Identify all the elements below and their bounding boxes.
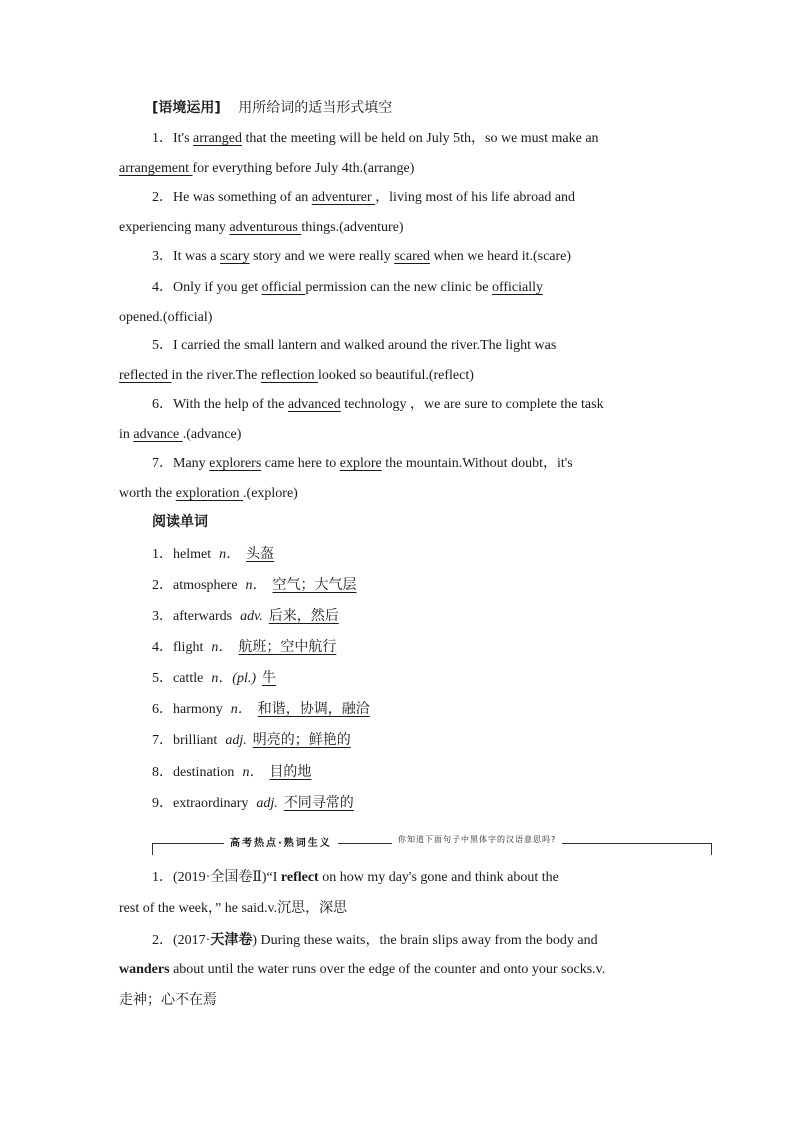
vocab-pos: n．	[219, 547, 241, 562]
answer-blank: adventurous	[229, 220, 302, 235]
banner-title: 高考热点·熟词生义	[224, 834, 338, 849]
answer-blank: reflection	[260, 368, 319, 383]
vocab-meaning: 不同寻常的	[283, 795, 354, 811]
vocab-word: extraordinary	[173, 796, 249, 811]
exercise-6-line1	[152, 395, 604, 415]
vocab-pos: n．(pl.)	[211, 671, 257, 686]
text: ) During these waits，the brain slips away from the body and	[252, 933, 598, 948]
exercise-4-line1	[152, 278, 543, 298]
exercise-4-line2	[119, 308, 212, 328]
vocab-item	[152, 730, 351, 751]
text: 7．Many	[152, 456, 210, 471]
text: permission can the new clinic be	[305, 280, 492, 295]
vocab-num: 5．	[152, 671, 173, 686]
text: that the meeting will be held on July 5th，so we must make an	[242, 131, 599, 146]
text: about until the water runs over the edge of the counter and onto your socks.v.	[169, 962, 606, 977]
answer-blank: adventurer	[311, 190, 376, 205]
vocab-pos: adj.	[225, 733, 247, 748]
vocab-item	[152, 544, 274, 565]
text: 6．With the help of the	[152, 397, 288, 412]
answer-blank: scary	[220, 249, 250, 264]
exercise-7-line1	[152, 454, 573, 474]
text: opened.(official)	[119, 310, 213, 325]
answer-blank: official	[261, 280, 306, 295]
vocab-num: 3．	[152, 609, 173, 624]
answer-blank: reflected	[119, 368, 172, 383]
answer-blank: explore	[339, 456, 382, 471]
text: when we heard it.(scare)	[429, 249, 572, 264]
text: came here to	[261, 456, 340, 471]
vocab-meaning: 头盔	[246, 546, 275, 562]
exercise-6-line2	[119, 425, 241, 445]
text: 1．It's	[152, 131, 194, 146]
text: story and we were really	[249, 249, 395, 264]
text: experiencing many	[119, 220, 230, 235]
exercise-7-line2	[119, 484, 298, 504]
heading-text: 用所给词的适当形式填空	[238, 100, 393, 116]
hot-topic-banner	[152, 828, 712, 860]
text: technology ，we are sure to complete the task	[340, 397, 604, 412]
answer-blank: officially	[491, 280, 543, 295]
vocab-item	[152, 793, 354, 814]
vocab-pos: n．	[245, 578, 267, 593]
vocab-num: 4．	[152, 640, 173, 655]
text: in the river.The	[171, 368, 261, 383]
vocab-meaning: 航班；空中航行	[238, 639, 337, 655]
answer-blank: advance	[133, 427, 183, 442]
vocab-num: 2．	[152, 578, 173, 593]
vocab-heading: 阅读单词	[152, 514, 208, 530]
text: things.(adventure)	[301, 220, 404, 235]
vocab-item	[152, 575, 357, 596]
text: 5．I carried the small lantern and walked around the river.The light was	[152, 338, 557, 353]
example-2-line2	[119, 960, 605, 980]
text: in	[119, 427, 134, 442]
banner-right-cap	[711, 843, 712, 855]
text: for everything before July 4th.(arrange)	[192, 161, 415, 176]
vocab-word: afterwards	[173, 609, 233, 624]
banner-left-cap	[152, 843, 153, 855]
vocab-num: 9．	[152, 796, 173, 811]
answer-blank: scared	[394, 249, 430, 264]
text: 3．It was a	[152, 249, 221, 264]
vocab-item	[152, 637, 336, 658]
example-1-line1	[152, 868, 559, 888]
exercise-1-line1	[152, 129, 599, 149]
text: worth the	[119, 486, 176, 501]
banner-hint: 你知道下面句子中黑体字的汉语意思吗?	[392, 834, 562, 845]
vocab-num: 7．	[152, 733, 173, 748]
example-2-line1	[152, 930, 598, 951]
exercise-2-line2	[119, 218, 404, 238]
text: 2．(2017·	[152, 933, 211, 948]
bold-word: wanders	[119, 962, 170, 977]
heading-bracket: [语境运用]	[152, 100, 221, 116]
vocab-pos: adj.	[256, 796, 278, 811]
vocab-num: 6．	[152, 702, 173, 717]
vocab-word: flight	[173, 640, 204, 655]
answer-blank: exploration	[175, 486, 244, 501]
vocab-word: helmet	[173, 547, 212, 562]
vocab-meaning: 后来，然后	[268, 608, 339, 624]
text: the mountain.Without doubt，it's	[381, 456, 573, 471]
vocab-pos: n．	[211, 640, 233, 655]
vocab-item	[152, 606, 339, 627]
exercise-5-line1	[152, 336, 556, 356]
example-2-line3: 走神；心不在焉	[119, 992, 217, 1008]
answer-blank: explorers	[209, 456, 262, 471]
vocab-word: cattle	[173, 671, 204, 686]
vocab-word: destination	[173, 765, 235, 780]
vocab-word: atmosphere	[173, 578, 238, 593]
section-heading	[152, 98, 392, 119]
vocab-word: harmony	[173, 702, 223, 717]
answer-blank: arrangement	[119, 161, 193, 176]
text: 4．Only if you get	[152, 280, 262, 295]
vocab-pos: n．	[230, 702, 252, 717]
text: 1．(2019·全国卷Ⅱ)“I	[152, 870, 281, 885]
answer-blank: advanced	[287, 397, 341, 412]
vocab-pos: n．	[242, 765, 264, 780]
vocab-num: 1．	[152, 547, 173, 562]
exercise-3-line1	[152, 247, 571, 267]
exercise-1-line2	[119, 159, 414, 179]
vocab-num: 8．	[152, 765, 173, 780]
vocab-meaning: 和谐，协调，融洽	[257, 701, 370, 717]
example-1-line2: rest of the week，” he said.v.沉思，深思	[119, 901, 348, 916]
exercise-2-line1	[152, 188, 575, 208]
text: 2．He was something of an	[152, 190, 312, 205]
text: looked so beautiful.(reflect)	[318, 368, 474, 383]
text: on how my day's gone and think about the	[318, 870, 559, 885]
vocab-meaning: 目的地	[269, 764, 312, 780]
vocab-pos: adv.	[240, 609, 263, 624]
vocab-word: brilliant	[173, 733, 218, 748]
text: .(explore)	[243, 486, 298, 501]
bold-word: reflect	[280, 870, 319, 885]
vocab-meaning: 明亮的；鲜艳的	[252, 732, 351, 748]
text: .(advance)	[182, 427, 242, 442]
answer-blank: arranged	[193, 131, 242, 146]
text: ，living most of his life abroad and	[375, 190, 576, 205]
vocab-meaning: 空气；大气层	[272, 577, 357, 593]
vocab-item	[152, 668, 276, 689]
vocab-item	[152, 699, 370, 720]
exercise-5-line2	[119, 366, 474, 386]
bold-source: 天津卷	[210, 932, 253, 948]
vocab-meaning: 牛	[262, 670, 277, 686]
vocab-item	[152, 762, 311, 783]
